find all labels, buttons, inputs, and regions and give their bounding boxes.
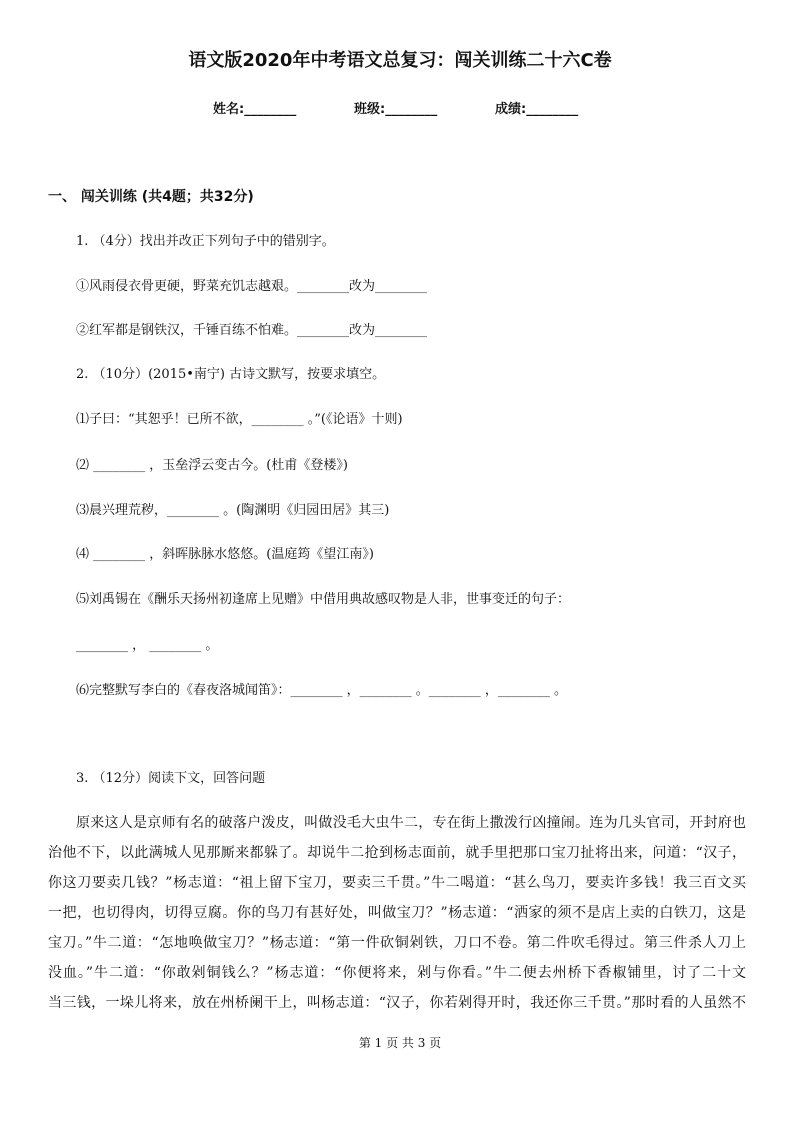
question-2-item: ⑵ ________ ，玉垒浮云变古今。(杜甫《登楼》) (76, 458, 348, 473)
question-2-item: ⑸刘禹锡在《酬乐天扬州初逢席上见赠》中借用典故感叹物是人非，世事变迁的句子： (76, 592, 571, 607)
passage-line: 治他不下，以此满城人见那厮来都躲了。却说牛二抢到杨志面前，就手里把那口宝刀扯将出来，问道：“汉子， (48, 845, 746, 861)
page-footer: 第 1 页 共 3 页 (358, 1036, 442, 1050)
passage-line: 当三钱，一垛儿将来，放在州桥阑干上，叫杨志道：“汉子，你若剁得开时，我还你三千贯。”那时看的人虽然不 (48, 995, 746, 1011)
name-field: 姓名:________ (213, 102, 297, 117)
question-2-item: ⑹完整默写李白的《春夜洛城闻笛》：________ ，________ 。________ ，________ 。 (76, 683, 568, 698)
section-heading: 一、 闯关训练 (共4题；共32分) (48, 189, 254, 205)
question-2-stem: 2. （10分）(2015•南宁) 古诗文默写，按要求填空。 (76, 367, 386, 382)
question-2-blanks: ________ ， ________ 。 (76, 638, 219, 653)
question-1-stem: 1. （4分）找出并改正下列句子中的错别字。 (76, 234, 335, 249)
question-2-item: ⑴子曰：“其恕乎！已所不欲，________ 。”(《论语》十则) (76, 412, 403, 427)
document-title: 语文版2020年中考语文总复习：闯关训练二十六C卷 (188, 50, 612, 71)
question-2-item: ⑶晨兴理荒秽，________ 。(陶渊明《归园田居》其三) (76, 503, 390, 518)
passage-line: 你这刀要卖几钱？”杨志道：“祖上留下宝刀，要卖三千贯。”牛二喝道：“甚么鸟刀，要卖许多钱！我三百文买 (48, 875, 746, 891)
question-1-item: ②红军都是钢铁汉，千锤百练不怕难。________改为________ (76, 323, 428, 338)
passage-line: 宝刀。”牛二道：“怎地唤做宝刀？”杨志道：“第一件砍铜剁铁，刀口不卷。第二件吹毛得过。第三件杀人刀上 (48, 935, 746, 951)
passage-line: 没血。”牛二道：“你敢剁铜钱么？”杨志道：“你便将来，剁与你看。”牛二便去州桥下香椒铺里，讨了二十文 (48, 965, 746, 981)
passage-line: 一把，也切得肉，切得豆腐。你的鸟刀有甚好处，叫做宝刀？”杨志道：“洒家的须不是店上卖的白铁刀，这是 (48, 905, 746, 921)
passage-line: 原来这人是京师有名的破落户泼皮，叫做没毛大虫牛二，专在街上撒泼行凶撞闹。连为几头官司，开封府也 (76, 815, 746, 831)
score-field: 成绩:________ (495, 102, 579, 117)
question-2-item: ⑷ ________ ，斜晖脉脉水悠悠。(温庭筠《望江南》) (76, 547, 374, 562)
class-field: 班级:________ (354, 102, 438, 117)
question-3-stem: 3. （12分）阅读下文，回答问题 (76, 771, 266, 786)
question-1-item: ①风雨侵衣骨更硬，野菜充饥志越艰。________改为________ (76, 279, 428, 294)
